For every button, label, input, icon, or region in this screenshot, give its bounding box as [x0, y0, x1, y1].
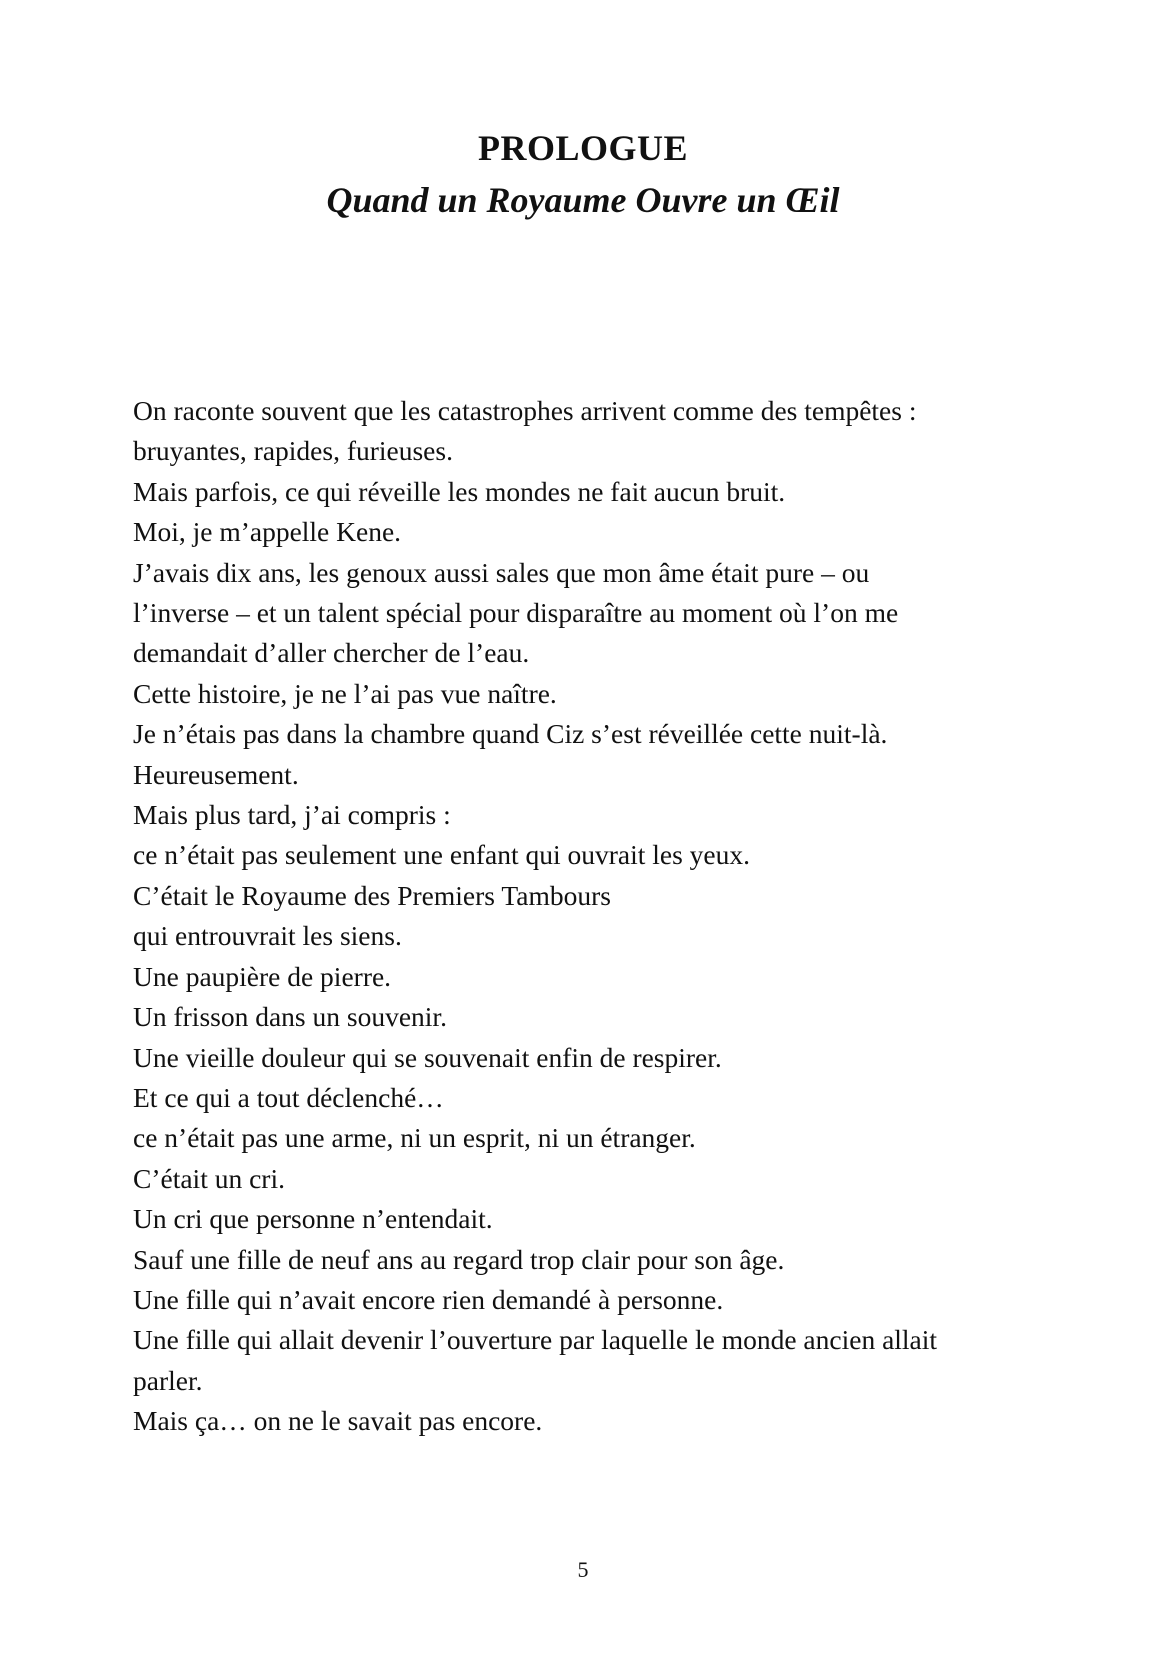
text-line: Moi, je m’appelle Kene.: [133, 516, 402, 548]
text-line: Cette histoire, je ne l’ai pas vue naître.: [133, 677, 557, 709]
chapter-title: PROLOGUE: [477, 128, 688, 168]
text-line: C’était le Royaume des Premiers Tambours: [133, 879, 611, 911]
text-line: Je n’étais pas dans la chambre quand Ciz s’est réveillée cette nuit-là.: [133, 718, 888, 750]
text-line: J’avais dix ans, les genoux aussi sales que mon âme était pure – ou: [133, 556, 870, 588]
text-line: Mais ça… on ne le savait pas encore.: [133, 1405, 543, 1437]
text-line: Une paupière de pierre.: [133, 960, 392, 992]
text-line: Sauf une fille de neuf ans au regard trop clair pour son âge.: [133, 1243, 785, 1275]
body-text: [133, 391, 1053, 1442]
text-line: parler.: [133, 1364, 203, 1396]
text-line: Et ce qui a tout déclenché…: [133, 1081, 444, 1113]
text-line: On raconte souvent que les catastrophes arrivent comme des tempêtes :: [133, 395, 917, 426]
text-line: Mais plus tard, j’ai compris :: [133, 799, 451, 831]
text-line: l’inverse – et un talent spécial pour disparaître au moment où l’on me: [133, 597, 899, 629]
text-line: Un cri que personne n’entendait.: [133, 1203, 493, 1235]
text-line: bruyantes, rapides, furieuses.: [133, 435, 453, 467]
text-line: C’était un cri.: [133, 1162, 285, 1194]
page-number: 5: [577, 1557, 589, 1582]
text-line: ce n’était pas une arme, ni un esprit, ni un étranger.: [133, 1122, 696, 1154]
text-line: ce n’était pas seulement une enfant qui ouvrait les yeux.: [133, 839, 751, 871]
text-line: Une fille qui allait devenir l’ouverture par laquelle le monde ancien allait: [133, 1324, 938, 1356]
text-line: demandait d’aller chercher de l’eau.: [133, 637, 530, 669]
text-line: Mais parfois, ce qui réveille les mondes ne fait aucun bruit.: [133, 475, 786, 507]
text-line: Une fille qui n’avait encore rien demandé à personne.: [133, 1283, 724, 1315]
text-line: Heureusement.: [133, 758, 299, 790]
text-line: Un frisson dans un souvenir.: [133, 1001, 447, 1033]
text-line: Une vieille douleur qui se souvenait enfin de respirer.: [133, 1041, 722, 1073]
text-line: qui entrouvrait les siens.: [133, 920, 402, 952]
chapter-subtitle: Quand un Royaume Ouvre un Œil: [326, 180, 840, 220]
